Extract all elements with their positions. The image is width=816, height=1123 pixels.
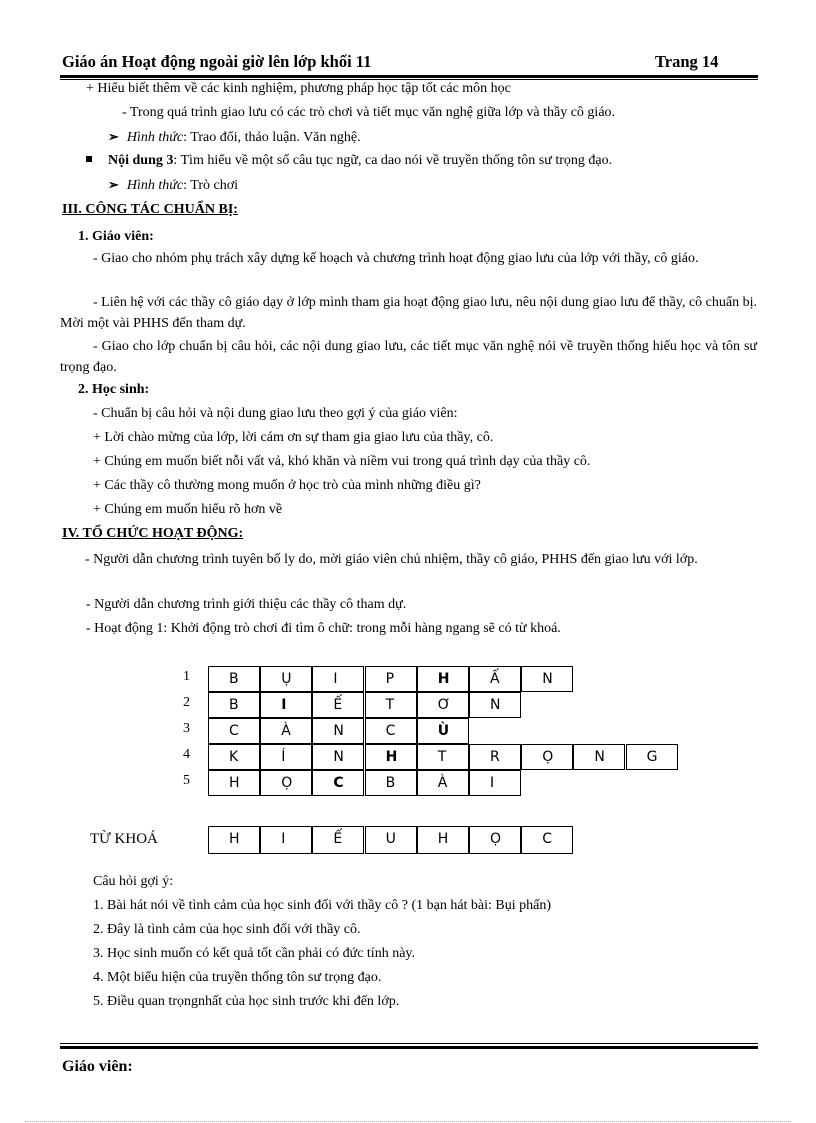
content-3 xyxy=(86,152,612,170)
crossword-cell: H xyxy=(417,666,469,692)
student-line: + Chúng em muốn biết nỗi vất vả, khó khăn và niềm vui trong quá trình dạy của thầy cô. xyxy=(93,454,591,469)
crossword-cell: I xyxy=(260,692,312,718)
crossword-cell: N xyxy=(312,744,364,770)
footer-rule-thin xyxy=(60,1043,758,1044)
crossword-cell: B xyxy=(208,666,260,692)
crossword-cell: C xyxy=(365,718,417,744)
crossword-cell: Ụ xyxy=(260,666,312,692)
crossword-cell: C xyxy=(312,770,364,796)
hint-item: 3. Học sinh muốn có kết quả tốt cần phải có đức tính này. xyxy=(93,946,415,961)
crossword-cell: I xyxy=(312,666,364,692)
crossword-cell: N xyxy=(573,744,625,770)
crossword-cell: C xyxy=(208,718,260,744)
crossword-cell: B xyxy=(208,692,260,718)
crossword-row-number: 5 xyxy=(183,773,190,788)
section-3-heading: III. CÔNG TÁC CHUẨN BỊ: xyxy=(62,202,238,217)
crossword-cell: Ế xyxy=(312,692,364,718)
crossword-cell: K xyxy=(208,744,260,770)
form-1-text: : Trao đổi, thảo luận. Văn nghệ. xyxy=(183,130,361,145)
crossword-cell: Ấ xyxy=(469,666,521,692)
header-title: Giáo án Hoạt động ngoài giờ lên lớp khối 11 xyxy=(62,52,372,71)
student-line: + Lời chào mừng của lớp, lời cám ơn sự tham gia giao lưu của thầy, cô. xyxy=(93,430,494,445)
student-line: + Chúng em muốn hiểu rõ hơn về xyxy=(93,502,283,517)
crossword-cell: B xyxy=(365,770,417,796)
form-1-label: Hình thức xyxy=(126,130,184,145)
teacher-paragraph-3: - Giao cho lớp chuẩn bị câu hỏi, các nội dung giao lưu, các tiết mục văn nghệ nói về truyền thống hiếu học và tôn sư trọng đạo. xyxy=(60,339,757,375)
student-line: - Chuẩn bị câu hỏi và nội dung giao lưu theo gợi ý của giáo viên: xyxy=(93,406,458,421)
keyword-cell: I xyxy=(260,826,312,854)
crossword-cell: P xyxy=(365,666,417,692)
crossword-cell: Ọ xyxy=(260,770,312,796)
crossword-row-number: 2 xyxy=(183,695,190,710)
crossword-cell: À xyxy=(417,770,469,796)
teacher-paragraph-2: - Liên hệ với các thầy cô giáo dạy ở lớp mình tham gia hoạt động giao lưu, nêu nội dung giao lưu để thầy, cô chuẩn bị. Mời một vài PHHS đến tham dự. xyxy=(60,295,757,331)
crossword-cell: H xyxy=(208,770,260,796)
form-2-label: Hình thức xyxy=(126,178,184,193)
crossword-cell: G xyxy=(626,744,678,770)
crossword-cell: I xyxy=(469,770,521,796)
form-1 xyxy=(108,128,361,147)
crossword-cell: Ơ xyxy=(417,692,469,718)
footer-teacher-label: Giáo viên: xyxy=(62,1058,133,1075)
crossword-cell: N xyxy=(312,718,364,744)
arrow-bullet-icon: ➢ xyxy=(108,129,119,144)
keyword-cell: H xyxy=(208,826,260,854)
crossword-cell: T xyxy=(365,692,417,718)
teacher-paragraph-1: - Giao cho nhóm phụ trách xây dựng kế hoạch và chương trình hoạt động giao lưu của lớp với thầy, cô giáo. xyxy=(93,251,699,266)
crossword-cell: Ù xyxy=(417,718,469,744)
student-heading: 2. Học sinh: xyxy=(78,382,150,397)
crossword-cell: N xyxy=(469,692,521,718)
page-number: Trang 14 xyxy=(655,52,719,71)
crossword-cell: R xyxy=(469,744,521,770)
section-4-paragraph-1: - Người dẫn chương trình tuyên bố ly do, mời giáo viên chủ nhiệm, thầy cô giáo, PHHS đến giao lưu với lớp. xyxy=(85,552,698,567)
keyword-label: TỪ KHOÁ xyxy=(90,831,158,847)
teacher-heading: 1. Giáo viên: xyxy=(78,229,154,244)
crossword-cell: H xyxy=(365,744,417,770)
header-rule xyxy=(60,75,758,78)
page-edge-divider xyxy=(25,1121,791,1122)
crossword-row-number: 4 xyxy=(183,747,190,762)
crossword-cell: Ọ xyxy=(521,744,573,770)
keyword-cell: C xyxy=(521,826,573,854)
form-2-text: : Trò chơi xyxy=(183,178,239,193)
crossword-cell: Í xyxy=(260,744,312,770)
crossword-cell: N xyxy=(521,666,573,692)
footer-rule xyxy=(60,1046,758,1049)
content-3-label: Nội dung 3 xyxy=(108,153,174,168)
student-line: + Các thầy cô thường mong muốn ở học trò của mình những điều gì? xyxy=(93,478,481,493)
crossword-cell: T xyxy=(417,744,469,770)
section-4-paragraph-2: - Người dẫn chương trình giới thiệu các thầy cô tham dự. xyxy=(86,597,407,612)
section-4-paragraph-3: - Hoạt động 1: Khởi động trò chơi đi tìm ô chữ: trong mỗi hàng ngang sẽ có từ khoá. xyxy=(86,621,561,636)
hints-heading: Câu hỏi gợi ý: xyxy=(93,874,174,889)
hint-item: 2. Đây là tình cảm của học sinh đối với thầy cô. xyxy=(93,922,361,937)
crossword-row-number: 1 xyxy=(183,669,190,684)
keyword-cell: H xyxy=(417,826,469,854)
crossword-cell: À xyxy=(260,718,312,744)
hint-item: 1. Bài hát nói về tình cảm của học sinh đối với thầy cô ? (1 bạn hát bài: Bụi phấn) xyxy=(93,898,552,913)
hint-item: 5. Điều quan trọngnhất của học sinh trước khi đến lớp. xyxy=(93,994,400,1009)
intro-line-1: + Hiểu biết thêm về các kinh nghiệm, phương pháp học tập tốt các môn học xyxy=(86,81,511,96)
arrow-bullet-icon: ➢ xyxy=(108,177,119,192)
intro-line-2: - Trong quá trình giao lưu có các trò chơi và tiết mục văn nghệ giữa lớp và thầy cô giáo. xyxy=(122,105,616,120)
square-bullet-icon xyxy=(86,156,92,162)
keyword-cell: Ế xyxy=(312,826,364,854)
hint-item: 4. Một biểu hiện của truyền thống tôn sư trọng đạo. xyxy=(93,970,382,985)
section-4-heading: IV. TỔ CHỨC HOẠT ĐỘNG: xyxy=(62,526,244,541)
form-2 xyxy=(108,176,238,195)
content-3-text: : Tìm hiểu về một số câu tục ngữ, ca dao nói về truyền thống tôn sư trọng đạo. xyxy=(173,153,613,168)
keyword-cell: Ọ xyxy=(469,826,521,854)
crossword-row-number: 3 xyxy=(183,721,190,736)
keyword-cell: U xyxy=(365,826,417,854)
